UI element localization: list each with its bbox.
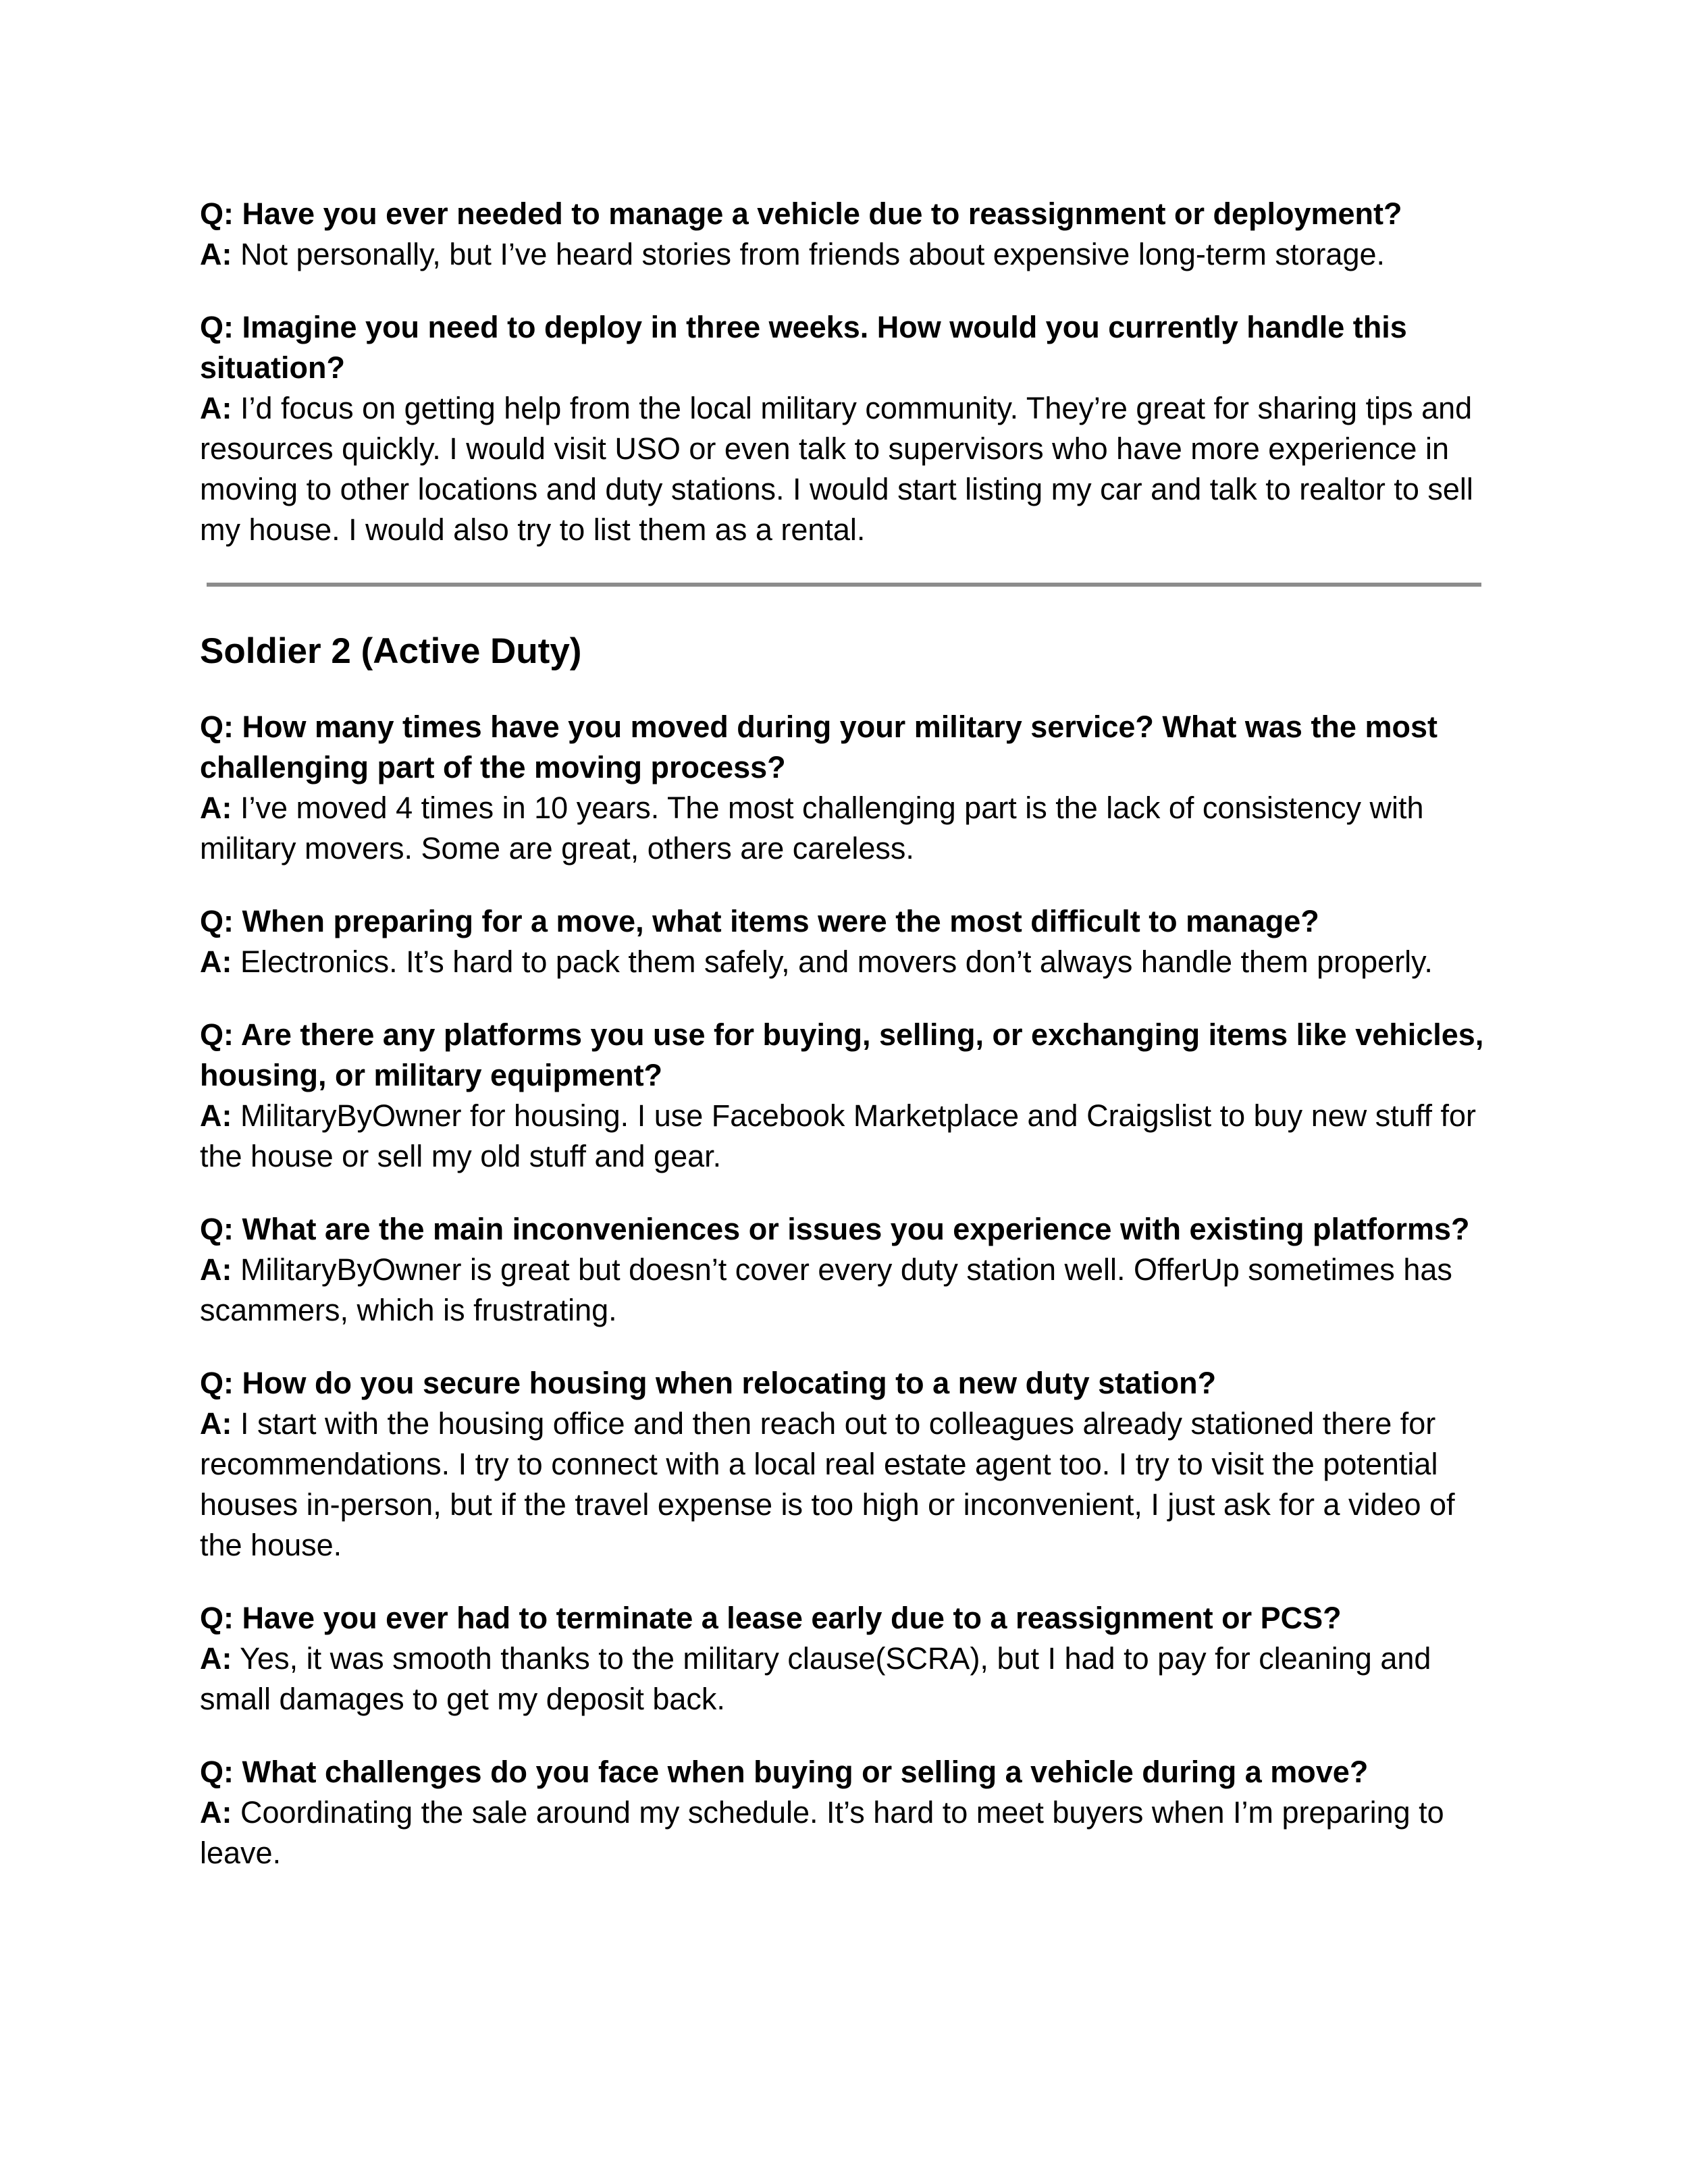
answer-label: A: — [200, 791, 232, 825]
qa-block — [200, 307, 1496, 550]
answer-text: Yes, it was smooth thanks to the military clause(SCRA), but I had to pay for cleaning and small damages to get my deposit back. — [200, 1641, 1431, 1716]
qa-block — [200, 707, 1496, 869]
question: Q: When preparing for a move, what items were the most difficult to manage? — [200, 904, 1319, 938]
answer — [200, 1639, 1496, 1720]
answer-label: A: — [200, 1252, 232, 1287]
answer-label: A: — [200, 944, 232, 979]
qa-block — [200, 1598, 1496, 1720]
question: Q: Have you ever needed to manage a vehicle due to reassignment or deployment? — [200, 196, 1402, 231]
question: Q: How do you secure housing when relocating to a new duty station? — [200, 1366, 1217, 1400]
answer-text: Not personally, but I’ve heard stories from friends about expensive long-term storage. — [232, 237, 1386, 271]
qa-block — [200, 901, 1496, 982]
question: Q: Imagine you need to deploy in three weeks. How would you currently handle this situation? — [200, 310, 1407, 385]
question: Q: Are there any platforms you use for buying, selling, or exchanging items like vehicles, housing, or military equipment? — [200, 1017, 1484, 1092]
answer-text: I’ve moved 4 times in 10 years. The most challenging part is the lack of consistency with military movers. Some are great, others are careless. — [200, 791, 1424, 865]
qa-block — [200, 1363, 1496, 1566]
answer-text: I start with the housing office and then reach out to colleagues already stationed there for recommendations. I try to connect with a local real estate agent too. I try to visit the potential houses in-person, but if the travel expense is too high or inconvenient, I just ask for a video of the house. — [200, 1406, 1455, 1562]
answer-label: A: — [200, 1406, 232, 1441]
answer-label: A: — [200, 1795, 232, 1830]
answer-text: I’d focus on getting help from the local military community. They’re great for sharing tips and resources quickly. I would visit USO or even talk to supervisors who have more experience in moving to other locations and duty stations. I would start listing my car and talk to realtor to sell my house. I would also try to list them as a rental. — [200, 391, 1473, 547]
answer-text: Coordinating the sale around my schedule. It’s hard to meet buyers when I’m preparing to leave. — [200, 1795, 1444, 1870]
horizontal-divider — [207, 583, 1481, 587]
question: Q: How many times have you moved during your military service? What was the most challenging part of the moving process? — [200, 710, 1438, 784]
answer-label: A: — [200, 1641, 232, 1676]
section-title: Soldier 2 (Active Duty) — [200, 631, 582, 671]
answer — [200, 942, 1496, 982]
answer-text: MilitaryByOwner for housing. I use Facebook Marketplace and Craigslist to buy new stuff for the house or sell my old stuff and gear. — [200, 1098, 1476, 1173]
qa-block — [200, 1209, 1496, 1331]
document-page — [200, 194, 1496, 1906]
answer — [200, 1404, 1496, 1566]
question: Q: What are the main inconveniences or issues you experience with existing platforms? — [200, 1212, 1470, 1246]
qa-block — [200, 1015, 1496, 1177]
answer — [200, 388, 1496, 550]
answer-text: Electronics. It’s hard to pack them safely, and movers don’t always handle them properly. — [232, 944, 1433, 979]
qa-block — [200, 1752, 1496, 1873]
question: Q: Have you ever had to terminate a lease early due to a reassignment or PCS? — [200, 1601, 1342, 1635]
answer-label: A: — [200, 237, 232, 271]
answer — [200, 1096, 1496, 1177]
answer-label: A: — [200, 391, 232, 425]
answer-label: A: — [200, 1098, 232, 1133]
answer — [200, 1250, 1496, 1331]
qa-block — [200, 194, 1496, 275]
answer — [200, 234, 1496, 275]
answer — [200, 1792, 1496, 1873]
answer — [200, 788, 1496, 869]
answer-text: MilitaryByOwner is great but doesn’t cover every duty station well. OfferUp sometimes has scammers, which is frustrating. — [200, 1252, 1452, 1327]
question: Q: What challenges do you face when buying or selling a vehicle during a move? — [200, 1755, 1369, 1789]
